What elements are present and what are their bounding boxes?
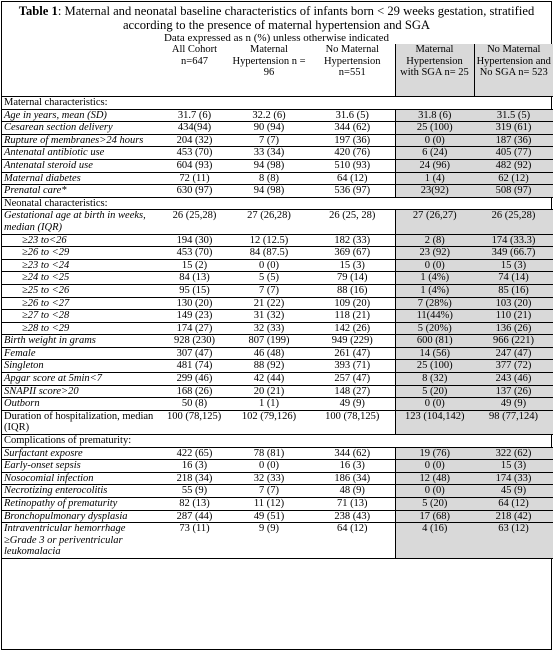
table-row — [2, 234, 553, 247]
cell-value: 90 (94) — [228, 122, 310, 135]
cell-value: 377 (72) — [474, 360, 553, 373]
table-row — [2, 109, 553, 122]
cell-value: 16 (3) — [161, 460, 228, 473]
cell-value: 79 (14) — [310, 272, 395, 285]
cell-value: 194 (30) — [161, 234, 228, 247]
row-label: ≥24 to <25 — [2, 272, 161, 285]
cell-value: 64 (12) — [310, 523, 395, 559]
cell-value: 46 (48) — [228, 347, 310, 360]
cell-value: 453 (70) — [161, 247, 228, 260]
cell-value: 100 (78,125) — [310, 410, 395, 434]
cell-value: 130 (20) — [161, 297, 228, 310]
cell-value: 174 (33) — [474, 472, 553, 485]
cell-value: 5 (5) — [228, 272, 310, 285]
cell-value: 510 (93) — [310, 159, 395, 172]
table-note: Data expressed as n (%) unless otherwise indicated — [163, 32, 390, 44]
cell-value: 23(92) — [395, 185, 474, 198]
cell-value: 344 (62) — [310, 122, 395, 135]
row-label: Antenatal antibiotic use — [2, 147, 161, 160]
cell-value: 82 (13) — [161, 498, 228, 511]
cell-value: 4 (16) — [395, 523, 474, 559]
cell-value: 600 (81) — [395, 335, 474, 348]
cell-value: 63 (12) — [474, 523, 553, 559]
table-row — [2, 498, 553, 511]
cell-value: 15 (3) — [474, 259, 553, 272]
cell-value: 482 (92) — [474, 159, 553, 172]
cell-value: 31.8 (6) — [395, 109, 474, 122]
cell-value: 434(94) — [161, 122, 228, 135]
row-label: Age in years, mean (SD) — [2, 109, 161, 122]
cell-value: 136 (26) — [474, 322, 553, 335]
row-label: ≥28 to <29 — [2, 322, 161, 335]
row-label: ≥26 to <27 — [2, 297, 161, 310]
cell-value: 88 (92) — [228, 360, 310, 373]
cell-value: 31.6 (5) — [310, 109, 395, 122]
row-label: Rupture of membranes>24 hours — [2, 134, 161, 147]
table-row — [2, 159, 553, 172]
column-header-5: No Maternal Hypertension and No SGA n= 523 — [474, 44, 553, 97]
cell-value: 11(44%) — [395, 310, 474, 323]
header-row — [2, 44, 553, 97]
cell-value: 84 (13) — [161, 272, 228, 285]
cell-value: 85 (16) — [474, 284, 553, 297]
cell-value: 369 (67) — [310, 247, 395, 260]
cell-value: 26 (25,28) — [161, 210, 228, 234]
cell-value: 7 (7) — [228, 284, 310, 297]
cell-value: 16 (3) — [310, 460, 395, 473]
column-header-4: Maternal Hypertension with SGA n= 25 — [395, 44, 474, 97]
table-row — [2, 134, 553, 147]
cell-value: 27 (26,27) — [395, 210, 474, 234]
cell-value: 15 (2) — [161, 259, 228, 272]
cell-value: 102 (79,126) — [228, 410, 310, 434]
section-label: Maternal characteristics: — [2, 97, 553, 110]
column-header-2: Maternal Hypertension n = 96 — [228, 44, 310, 97]
table-row — [2, 272, 553, 285]
cell-value: 100 (78,125) — [161, 410, 228, 434]
row-label: ≥23 to<26 — [2, 234, 161, 247]
table-row — [2, 335, 553, 348]
row-label: Surfactant exposre — [2, 447, 161, 460]
cell-value: 238 (43) — [310, 510, 395, 523]
row-label: Gestational age at birth in weeks, median (IQR) — [2, 210, 161, 234]
cell-value: 0 (0) — [395, 398, 474, 411]
row-label: Intraventricular hemorrhage ≥Grade 3 or periventricular leukomalacia — [2, 523, 161, 559]
row-label: Nosocomial infection — [2, 472, 161, 485]
table-row — [2, 297, 553, 310]
row-label: ≥27 to <28 — [2, 310, 161, 323]
cell-value: 0 (0) — [395, 134, 474, 147]
cell-value: 42 (44) — [228, 373, 310, 386]
row-label: ≥23 to <24 — [2, 259, 161, 272]
cell-value: 78 (81) — [228, 447, 310, 460]
cell-value: 8 (8) — [228, 172, 310, 185]
table-row — [2, 523, 553, 559]
column-header-3: No Maternal Hypertension n=551 — [310, 44, 395, 97]
cell-value: 168 (26) — [161, 385, 228, 398]
table-body — [2, 97, 553, 559]
cell-value: 31.5 (5) — [474, 109, 553, 122]
cell-value: 405 (77) — [474, 147, 553, 160]
cell-value: 630 (97) — [161, 185, 228, 198]
cell-value: 49 (9) — [310, 398, 395, 411]
table-row — [2, 347, 553, 360]
cell-value: 174 (33.3) — [474, 234, 553, 247]
table-row — [2, 472, 553, 485]
cell-value: 287 (44) — [161, 510, 228, 523]
cell-value: 31.7 (6) — [161, 109, 228, 122]
cell-value: 420 (76) — [310, 147, 395, 160]
cell-value: 72 (11) — [161, 172, 228, 185]
cell-value: 14 (56) — [395, 347, 474, 360]
cell-value: 103 (20) — [474, 297, 553, 310]
cell-value: 1 (4%) — [395, 284, 474, 297]
cell-value: 94 (98) — [228, 185, 310, 198]
cell-value: 109 (20) — [310, 297, 395, 310]
row-label: Cesarean section delivery — [2, 122, 161, 135]
cell-value: 137 (26) — [474, 385, 553, 398]
row-label: Female — [2, 347, 161, 360]
row-label: Retinopathy of prematurity — [2, 498, 161, 511]
row-label: Maternal diabetes — [2, 172, 161, 185]
cell-value: 218 (34) — [161, 472, 228, 485]
cell-value: 123 (104,142) — [395, 410, 474, 434]
cell-value: 142 (26) — [310, 322, 395, 335]
cell-value: 21 (22) — [228, 297, 310, 310]
cell-value: 6 (24) — [395, 147, 474, 160]
cell-value: 322 (62) — [474, 447, 553, 460]
cell-value: 26 (25, 28) — [310, 210, 395, 234]
row-label: ≥25 to <26 — [2, 284, 161, 297]
table-row — [2, 447, 553, 460]
cell-value: 20 (21) — [228, 385, 310, 398]
cell-value: 94 (98) — [228, 159, 310, 172]
row-label: Prenatal care* — [2, 185, 161, 198]
cell-value: 218 (42) — [474, 510, 553, 523]
cell-value: 7 (7) — [228, 485, 310, 498]
cell-value: 62 (12) — [474, 172, 553, 185]
column-header-1: All Cohort n=647 — [161, 44, 228, 97]
cell-value: 0 (0) — [395, 485, 474, 498]
table-row — [2, 172, 553, 185]
cell-value: 928 (230) — [161, 335, 228, 348]
table-row — [2, 510, 553, 523]
cell-value: 55 (9) — [161, 485, 228, 498]
cell-value: 11 (12) — [228, 498, 310, 511]
cell-value: 49 (51) — [228, 510, 310, 523]
section-row — [2, 97, 553, 110]
cell-value: 247 (47) — [474, 347, 553, 360]
cell-value: 453 (70) — [161, 147, 228, 160]
cell-value: 481 (74) — [161, 360, 228, 373]
table-row — [2, 485, 553, 498]
cell-value: 186 (34) — [310, 472, 395, 485]
cell-value: 349 (66.7) — [474, 247, 553, 260]
row-label: Antenatal steroid use — [2, 159, 161, 172]
cell-value: 9 (9) — [228, 523, 310, 559]
cell-value: 64 (12) — [310, 172, 395, 185]
cell-value: 88 (16) — [310, 284, 395, 297]
cell-value: 32.2 (6) — [228, 109, 310, 122]
cell-value: 12 (12.5) — [228, 234, 310, 247]
row-label: Early-onset sepsis — [2, 460, 161, 473]
cell-value: 45 (9) — [474, 485, 553, 498]
cell-value: 0 (0) — [395, 259, 474, 272]
table-caption — [2, 2, 551, 32]
cell-value: 2 (8) — [395, 234, 474, 247]
table-row — [2, 410, 553, 434]
cell-value: 148 (27) — [310, 385, 395, 398]
cell-value: 393 (71) — [310, 360, 395, 373]
row-label: Bronchopulmonary dysplasia — [2, 510, 161, 523]
row-label: Outborn — [2, 398, 161, 411]
cell-value: 25 (100) — [395, 122, 474, 135]
cell-value: 5 (20%) — [395, 322, 474, 335]
table-row — [2, 284, 553, 297]
table-row — [2, 360, 553, 373]
cell-value: 174 (27) — [161, 322, 228, 335]
table-row — [2, 210, 553, 234]
cell-value: 74 (14) — [474, 272, 553, 285]
cell-value: 807 (199) — [228, 335, 310, 348]
cell-value: 15 (3) — [310, 259, 395, 272]
cell-value: 26 (25,28) — [474, 210, 553, 234]
cell-value: 7 (7) — [228, 134, 310, 147]
row-label: Apgar score at 5min<7 — [2, 373, 161, 386]
table-row — [2, 373, 553, 386]
cell-value: 187 (36) — [474, 134, 553, 147]
cell-value: 1 (1) — [228, 398, 310, 411]
cell-value: 0 (0) — [228, 259, 310, 272]
cell-value: 27 (26,28) — [228, 210, 310, 234]
cell-value: 307 (47) — [161, 347, 228, 360]
cell-value: 204 (32) — [161, 134, 228, 147]
cell-value: 1 (4%) — [395, 272, 474, 285]
caption-text: : Maternal and neonatal baseline characteristics of infants born < 29 weeks gestation, stratified according to the presence of maternal hypertension and SGA — [57, 4, 535, 32]
table-row — [2, 385, 553, 398]
section-row — [2, 197, 553, 210]
table-row — [2, 322, 553, 335]
cell-value: 23 (92) — [395, 247, 474, 260]
cell-value: 508 (97) — [474, 185, 553, 198]
cell-value: 17 (68) — [395, 510, 474, 523]
cell-value: 19 (76) — [395, 447, 474, 460]
cell-value: 949 (229) — [310, 335, 395, 348]
cell-value: 31 (32) — [228, 310, 310, 323]
cell-value: 197 (36) — [310, 134, 395, 147]
section-label: Neonatal characteristics: — [2, 197, 553, 210]
cell-value: 15 (3) — [474, 460, 553, 473]
cell-value: 32 (33) — [228, 472, 310, 485]
characteristics-table — [2, 44, 553, 559]
table-row — [2, 247, 553, 260]
cell-value: 319 (61) — [474, 122, 553, 135]
table-row — [2, 460, 553, 473]
cell-value: 0 (0) — [228, 460, 310, 473]
cell-value: 257 (47) — [310, 373, 395, 386]
cell-value: 73 (11) — [161, 523, 228, 559]
cell-value: 64 (12) — [474, 498, 553, 511]
cell-value: 49 (9) — [474, 398, 553, 411]
cell-value: 110 (21) — [474, 310, 553, 323]
row-label: Necrotizing enterocolitis — [2, 485, 161, 498]
row-label: Singleton — [2, 360, 161, 373]
cell-value: 8 (32) — [395, 373, 474, 386]
table-row — [2, 398, 553, 411]
cell-value: 966 (221) — [474, 335, 553, 348]
table-row — [2, 310, 553, 323]
cell-value: 7 (28%) — [395, 297, 474, 310]
cell-value: 5 (20) — [395, 385, 474, 398]
cell-value: 48 (9) — [310, 485, 395, 498]
cell-value: 95 (15) — [161, 284, 228, 297]
cell-value: 71 (13) — [310, 498, 395, 511]
section-row — [2, 435, 553, 448]
table-row — [2, 259, 553, 272]
cell-value: 604 (93) — [161, 159, 228, 172]
row-label: Birth weight in grams — [2, 335, 161, 348]
cell-value: 243 (46) — [474, 373, 553, 386]
column-header-0 — [2, 44, 161, 97]
row-label: ≥26 to <29 — [2, 247, 161, 260]
cell-value: 50 (8) — [161, 398, 228, 411]
cell-value: 5 (20) — [395, 498, 474, 511]
row-label: SNAPII score>20 — [2, 385, 161, 398]
cell-value: 98 (77,124) — [474, 410, 553, 434]
cell-value: 1 (4) — [395, 172, 474, 185]
table-row — [2, 185, 553, 198]
cell-value: 24 (96) — [395, 159, 474, 172]
cell-value: 33 (34) — [228, 147, 310, 160]
cell-value: 344 (62) — [310, 447, 395, 460]
table-row — [2, 147, 553, 160]
cell-value: 299 (46) — [161, 373, 228, 386]
table-figure — [1, 1, 552, 650]
section-label: Complications of prematurity: — [2, 435, 553, 448]
cell-value: 261 (47) — [310, 347, 395, 360]
cell-value: 118 (21) — [310, 310, 395, 323]
cell-value: 182 (33) — [310, 234, 395, 247]
cell-value: 536 (97) — [310, 185, 395, 198]
cell-value: 149 (23) — [161, 310, 228, 323]
row-label: Duration of hospitalization, median (IQR) — [2, 410, 161, 434]
table-row — [2, 122, 553, 135]
cell-value: 0 (0) — [395, 460, 474, 473]
cell-value: 25 (100) — [395, 360, 474, 373]
cell-value: 32 (33) — [228, 322, 310, 335]
cell-value: 422 (65) — [161, 447, 228, 460]
caption-label: Table 1 — [18, 4, 58, 18]
cell-value: 12 (48) — [395, 472, 474, 485]
cell-value: 84 (87.5) — [228, 247, 310, 260]
